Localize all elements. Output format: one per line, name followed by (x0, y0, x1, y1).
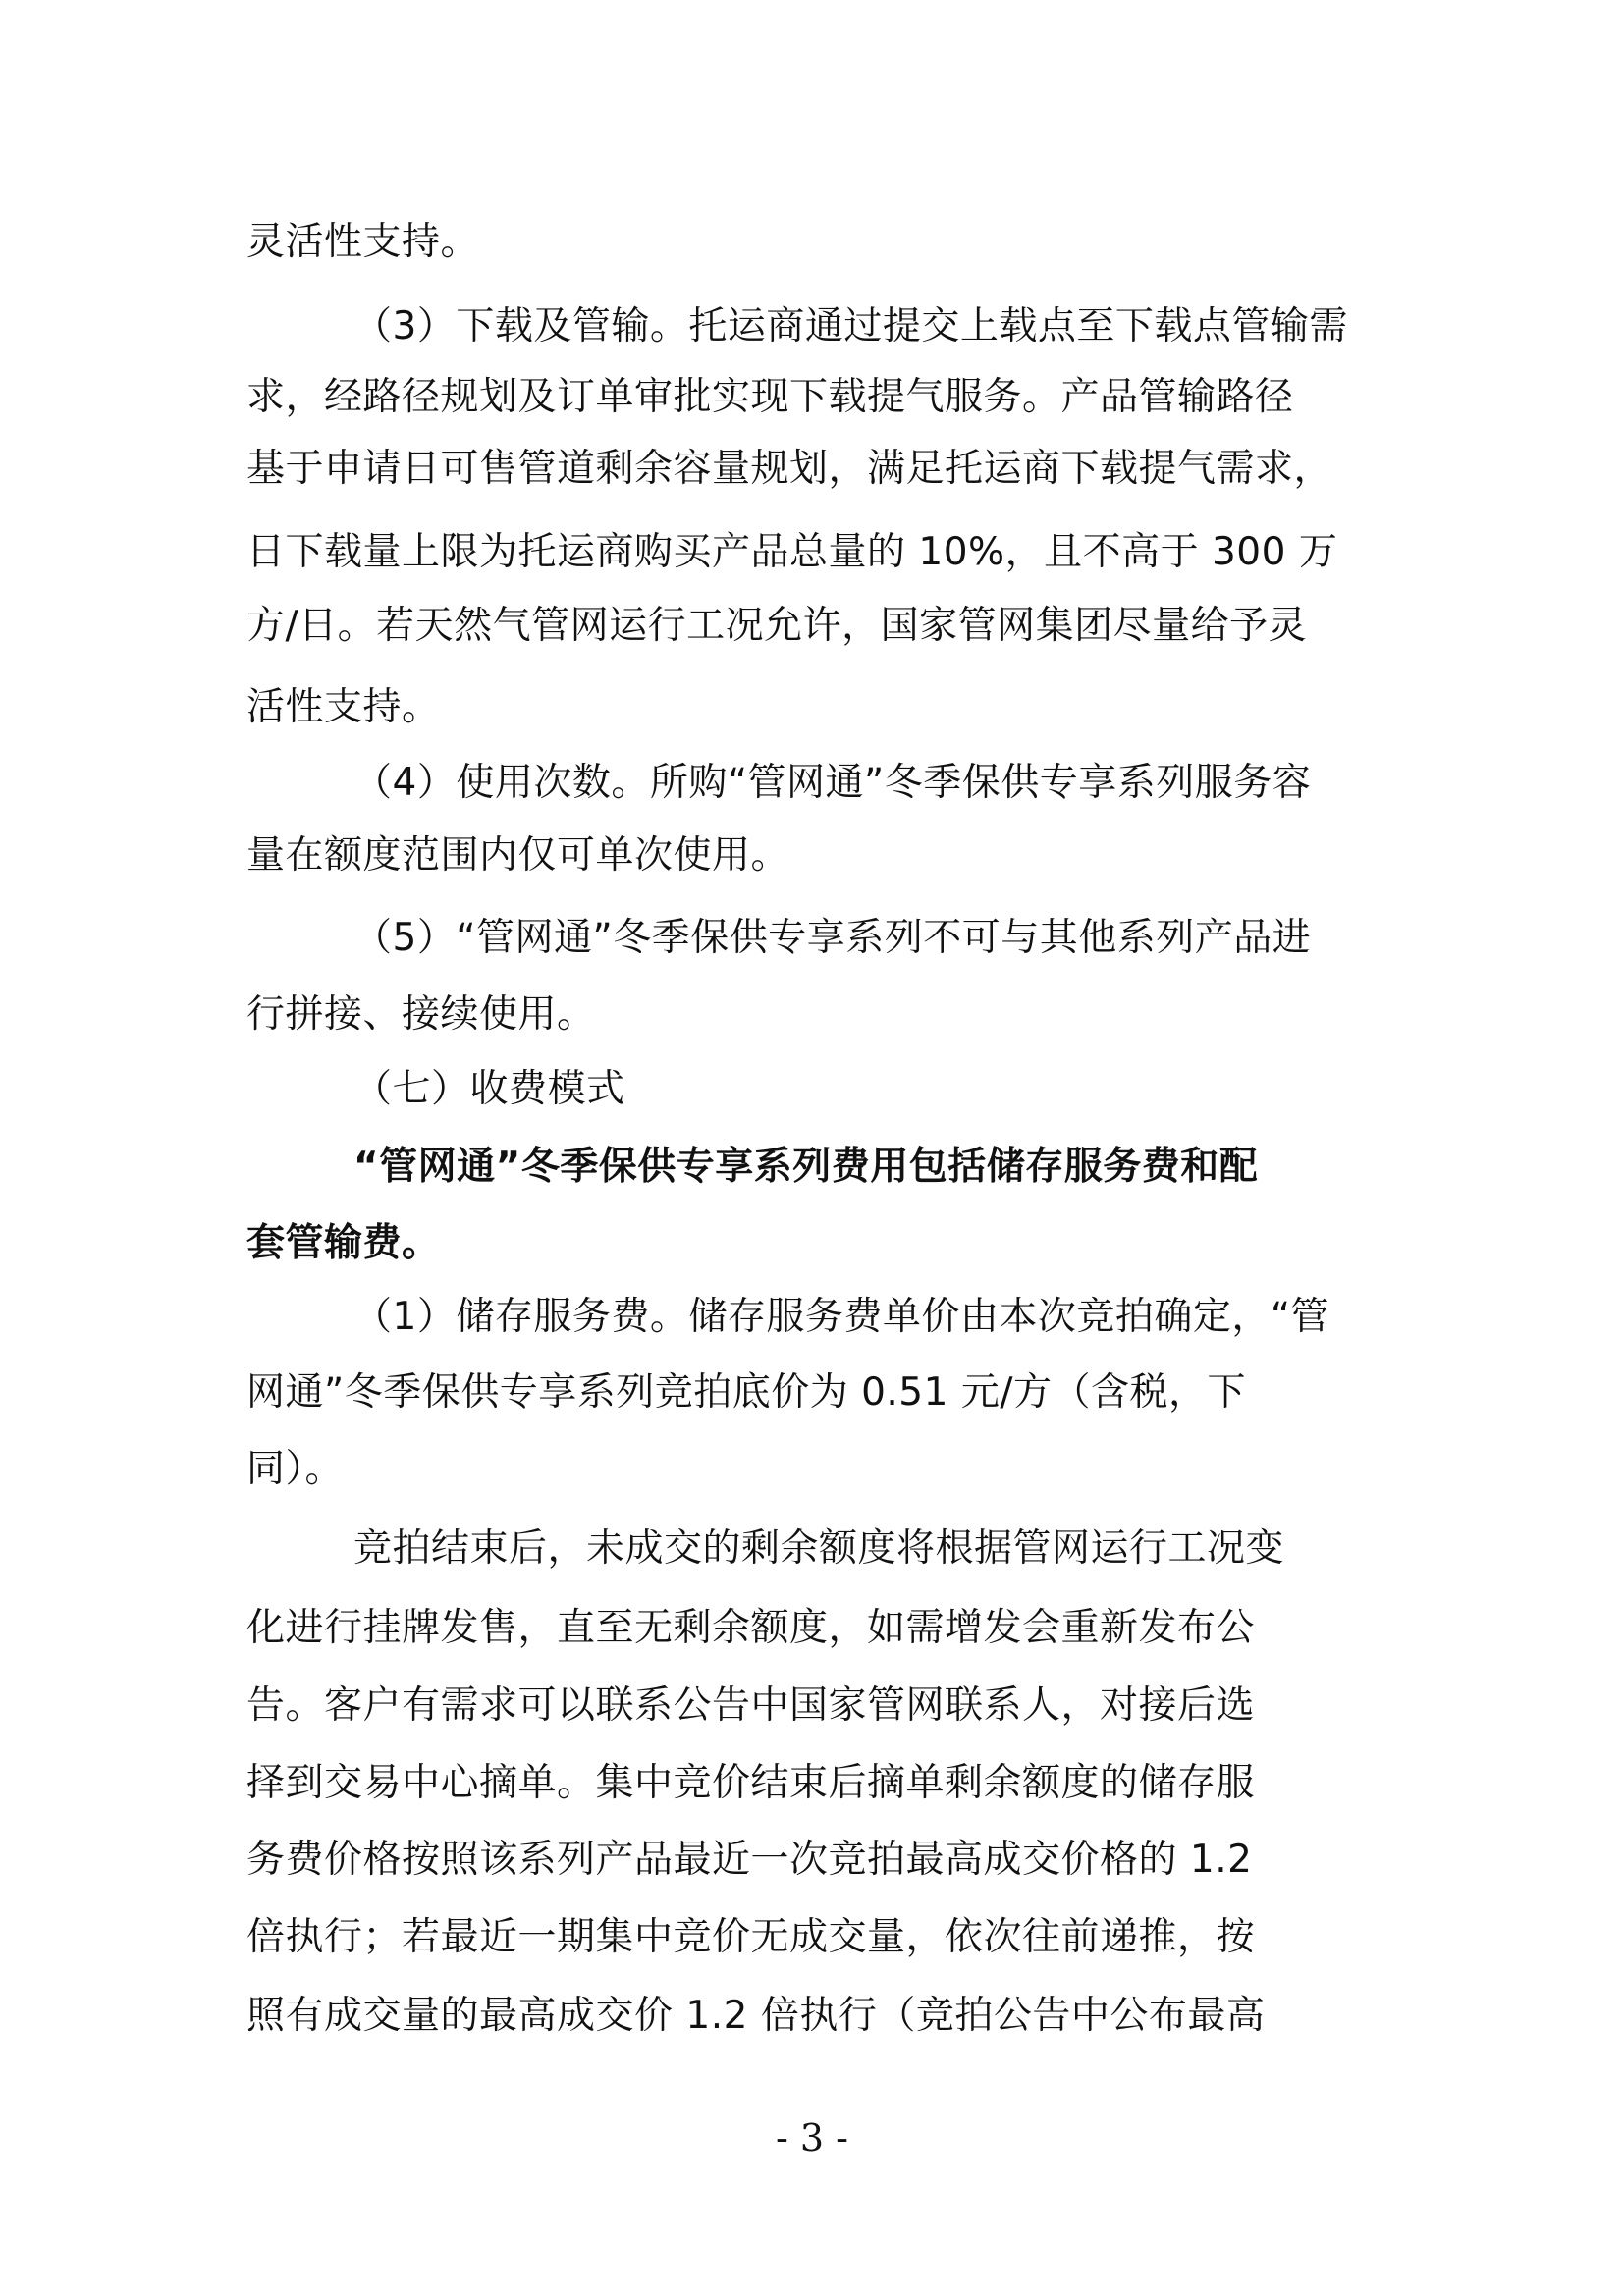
body-line-3: 求，经路径规划及订单审批实现下载提气服务。产品管输路径 (246, 375, 1294, 419)
body-line-4: 基于申请日可售管道剩余容量规划，满足托运商下载提气需求， (246, 447, 1333, 491)
bold-summary-line-2: 套管输费。 (246, 1221, 441, 1265)
page-number: - 3 - (775, 2116, 848, 2160)
body-line-20: 告。客户有需求可以联系公告中国家管网联系人，对接后选 (246, 1683, 1256, 1728)
body-line-17: 同）。 (246, 1447, 345, 1491)
body-line-11: 行拼接、接续使用。 (246, 992, 596, 1037)
body-line-18: 竞拍结束后，未成交的剩余额度将根据管网运行工况变 (353, 1526, 1285, 1571)
section-heading: （七）收费模式 (353, 1067, 625, 1111)
body-line-5: 日下载量上限为托运商购买产品总量的 10%，且不高于 300 万 (246, 530, 1338, 574)
body-line-1: 灵活性支持。 (246, 220, 480, 264)
body-line-21: 择到交易中心摘单。集中竞价结束后摘单剩余额度的储存服 (246, 1761, 1256, 1805)
body-line-10: （5）“管网通”冬季保供专享系列不可与其他系列产品进 (353, 916, 1312, 960)
body-line-2: （3）下载及管输。托运商通过提交上载点至下载点管输需 (353, 304, 1348, 348)
body-line-15: （1）储存服务费。储存服务费单价由本次竞拍确定，“管 (353, 1295, 1330, 1339)
body-line-22: 务费价格按照该系列产品最近一次竞拍最高成交价格的 1.2 (246, 1838, 1253, 1882)
body-line-23: 倍执行；若最近一期集中竞价无成交量，依次往前递推，按 (246, 1915, 1256, 1959)
bold-summary-line-1: “管网通”冬季保供专享系列费用包括储存服务费和配 (353, 1145, 1259, 1189)
body-line-6: 方/日。若天然气管网运行工况允许，国家管网集团尽量给予灵 (246, 604, 1308, 648)
body-line-8: （4）使用次数。所购“管网通”冬季保供专享系列服务容 (353, 761, 1312, 805)
body-line-7: 活性支持。 (246, 685, 441, 729)
body-line-9: 量在额度范围内仅可单次使用。 (246, 833, 790, 878)
body-line-24: 照有成交量的最高成交价 1.2 倍执行（竞拍公告中公布最高 (246, 1994, 1266, 2038)
body-line-19: 化进行挂牌发售，直至无剩余额度，如需增发会重新发布公 (246, 1606, 1256, 1650)
body-line-16: 网通”冬季保供专享系列竞拍底价为 0.51 元/方（含税，下 (246, 1370, 1246, 1415)
